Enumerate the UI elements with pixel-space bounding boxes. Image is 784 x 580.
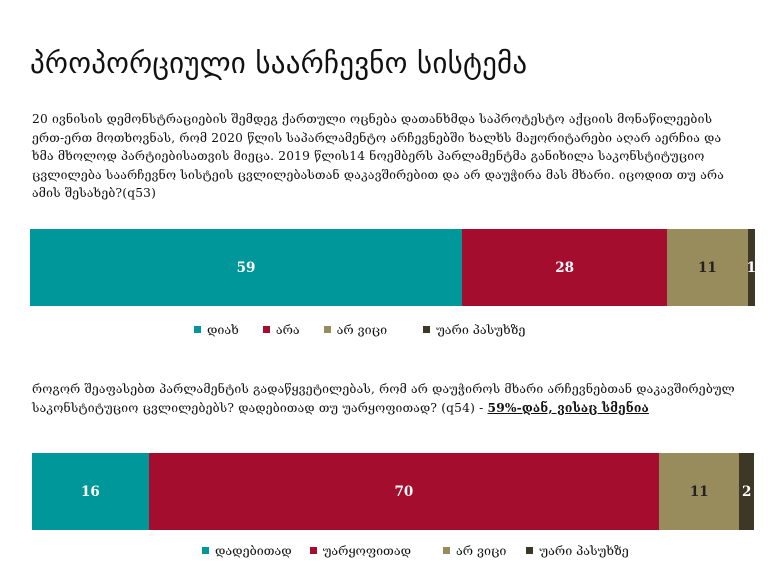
- legend-swatch: [324, 326, 331, 333]
- bar-value-label: 70: [394, 483, 414, 500]
- legend-item: [263, 322, 300, 337]
- bar-value-label: 11: [697, 259, 717, 276]
- legend-swatch: [443, 547, 450, 554]
- bar-value-label: 11: [689, 483, 709, 500]
- legend-label: უარი პასუხზე: [539, 543, 629, 558]
- bar-segment: [659, 453, 739, 530]
- legend-label: არ ვიცი: [336, 322, 388, 337]
- legend-swatch: [202, 547, 209, 554]
- stacked-bar-1: [30, 229, 755, 306]
- legend-swatch: [423, 326, 430, 333]
- bar-segment: [149, 453, 660, 530]
- legend-item: [324, 322, 387, 337]
- legend-swatch: [194, 326, 201, 333]
- legend-label: უარი პასუხზე: [436, 322, 526, 337]
- bar-value-label: 2: [741, 483, 752, 500]
- legend-label: დიახ: [207, 322, 239, 337]
- bar-value-label: 1: [746, 259, 757, 276]
- legend-item: [194, 322, 239, 337]
- question-2-text: [32, 380, 752, 417]
- bar-value-label: 16: [80, 483, 100, 500]
- question-2-highlight: 59%-დან, ვისაც სმენია: [487, 400, 649, 415]
- stacked-bar-2: [32, 453, 754, 530]
- bar-segment: [748, 229, 755, 306]
- bar-segment: [32, 453, 149, 530]
- legend-label: არა: [275, 322, 300, 337]
- legend-item: [310, 543, 411, 558]
- legend-item: [526, 543, 628, 558]
- legend-label: დადებითად: [215, 543, 292, 558]
- bar-value-label: 59: [236, 259, 256, 276]
- bar-segment: [739, 453, 754, 530]
- legend-2: [202, 543, 629, 558]
- legend-swatch: [310, 547, 317, 554]
- legend-item: [443, 543, 506, 558]
- legend-label: არ ვიცი: [456, 543, 507, 558]
- legend-1: [194, 322, 525, 337]
- legend-item: [423, 322, 525, 337]
- question-1-text: 20 ივნისის დემონსტრაციების შემდეგ ქართული ოცნება დათანხმდა საპროტესტო აქციის მონაწილეების ერთ-ერთ მოთხოვნას, რომ 2020 წლის საპარლამენტო არჩევნებში ხალხს მაჟორიტარები აღარ აერჩია და ხმა მხოლოდ პარტიებისათვის მიეცა. 2019 წლის14 ნოემბერს პარლამენტმა განიხილა საკონსტიტუციო ცვლილება საარჩევნო სისტეის ცვლილებასთან დაკავშირებით და არ დაუჭირა მას მხარი. იცოდით თუ არა ამის შესახებ?(q53): [32, 112, 725, 201]
- question-2-body: როგორ შეაფასებთ პარლამენტის გადაწყვეტილებას, რომ არ დაუჭიროს მხარი არჩევნებთან დაკავშირებულ საკონსტიტუციო ცვლილებებს? დადებითად თუ უარყოფითად? (q54) -: [32, 382, 735, 415]
- legend-swatch: [263, 326, 270, 333]
- bar-value-label: 28: [555, 259, 574, 276]
- bar-segment: [667, 229, 748, 306]
- legend-swatch: [526, 547, 533, 554]
- legend-item: [202, 543, 292, 558]
- bar-segment: [30, 229, 462, 306]
- legend-label: უარყოფითად: [322, 543, 411, 558]
- bar-segment: [462, 229, 667, 306]
- page-title: პროპორციული საარჩევნო სისტემა: [30, 46, 528, 80]
